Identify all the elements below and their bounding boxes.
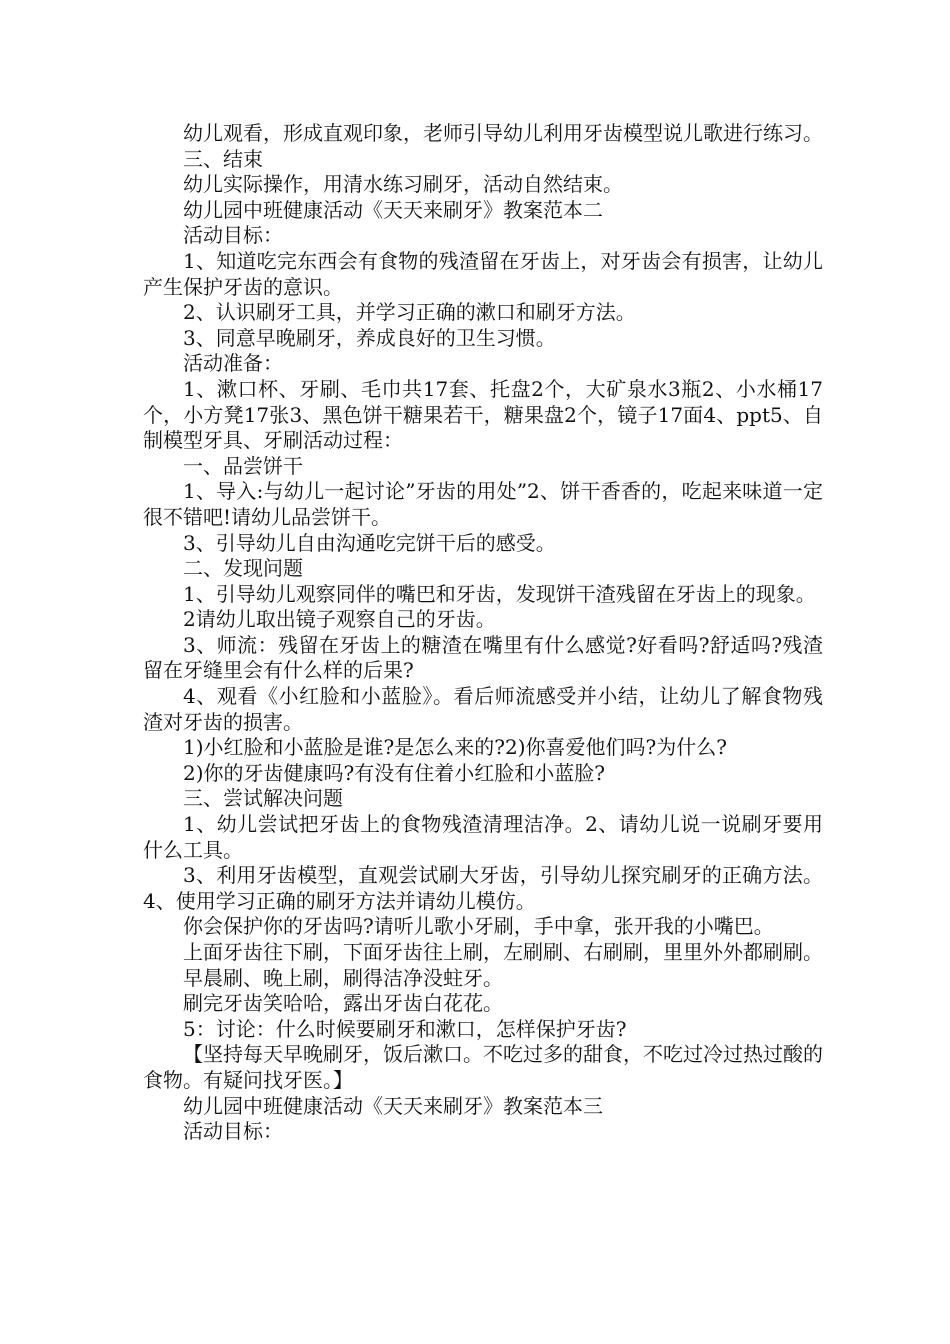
- heading-activity-goals: 活动目标：: [183, 223, 283, 248]
- step-observe-teeth: 1、引导幼儿观察同伴的嘴巴和牙齿，发现饼干渣残留在牙齿上的现象。: [183, 581, 816, 606]
- step-teacher-discussion: 3、师流：残留在牙齿上的糖渣在嘴里有什么感觉?好看吗?舒适吗?残渣留在牙缝里会有什么样的后果?: [143, 632, 823, 683]
- step-introduction: 1、导入:与幼儿一起讨论”牙齿的用处”2、饼干香香的，吃起来味道一定很不错吧!请幼儿品尝饼干。: [143, 479, 823, 529]
- section-heading-find-problem: 二、发现问题: [183, 556, 303, 581]
- paragraph-activity-practice: 幼儿观看，形成直观印象，老师引导幼儿利用牙齿模型说儿歌进行练习。: [183, 121, 823, 145]
- heading-activity-goals-3: 活动目标：: [183, 1119, 283, 1144]
- step-share-feelings: 3、引导幼儿自由沟通吃完饼干后的感受。: [183, 530, 556, 555]
- goal-item-2: 2、认识刷牙工具，并学习正确的漱口和刷牙方法。: [183, 300, 636, 325]
- song-line-3: 刷完牙齿笑哈哈，露出牙齿白花花。: [183, 991, 503, 1016]
- paragraph-end-activity: 幼儿实际操作，用清水练习刷牙，活动自然结束。: [183, 172, 623, 197]
- question-1: 1)小红脸和小蓝脸是谁?是怎么来的?2)你喜爱他们吗?为什么?: [183, 735, 727, 760]
- lesson-plan-title-3: 幼儿园中班健康活动《天天来刷牙》教案范本三: [183, 1093, 603, 1118]
- heading-activity-preparation: 活动准备：: [183, 351, 283, 376]
- section-heading-end: 三、结束: [183, 146, 263, 171]
- song-intro: 你会保护你的牙齿吗?请听儿歌小牙刷，手中拿，张开我的小嘴巴。: [183, 914, 774, 939]
- song-line-1: 上面牙齿往下刷，下面牙齿往上刷，左刷刷、右刷刷，里里外外都刷刷。: [183, 940, 823, 964]
- section-heading-taste-biscuits: 一、品尝饼干: [183, 453, 303, 478]
- step-tooth-model: 3、利用牙齿模型，直观尝试刷大牙齿，引导幼儿探究刷牙的正确方法。4、使用学习正确的刷牙方法并请幼儿模仿。: [143, 863, 823, 913]
- section-heading-solve-problem: 三、尝试解决问题: [183, 786, 343, 811]
- goal-item-1: 1、知道吃完东西会有食物的残渣留在牙齿上，对牙齿会有损害，让幼儿产生保护牙齿的意识。: [143, 248, 823, 299]
- summary-note: 【坚持每天早晚刷牙，饭后漱口。不吃过多的甜食，不吃过冷过热过酸的食物。有疑问找牙医。】: [143, 1042, 823, 1092]
- song-line-2: 早晨刷、晚上刷，刷得洁净没蛀牙。: [183, 965, 503, 990]
- step-clean-teeth: 1、幼儿尝试把牙齿上的食物残渣清理洁净。2、请幼儿说一说刷牙要用什么工具。: [143, 812, 823, 862]
- preparation-list: 1、漱口杯、牙刷、毛巾共17套、托盘2个，大矿泉水3瓶2、小水桶17个，小方凳17张3、黑色饼干糖果若干，糖果盘2个，镜子17面4、ppt5、自制模型牙具、牙刷活动过程：: [143, 376, 823, 453]
- step-mirror: 2请幼儿取出镜子观察自己的牙齿。: [183, 607, 496, 632]
- goal-item-3: 3、同意早晚刷牙，养成良好的卫生习惯。: [183, 325, 556, 350]
- question-2: 2)你的牙齿健康吗?有没有住着小红脸和小蓝脸?: [183, 760, 605, 785]
- document-body: [143, 121, 823, 1145]
- step-discussion: 5：讨论：什么时候要刷牙和漱口，怎样保护牙齿?: [183, 1016, 627, 1041]
- lesson-plan-title-2: 幼儿园中班健康活动《天天来刷牙》教案范本二: [183, 197, 603, 222]
- step-watch-video: 4、观看《小红脸和小蓝脸》。看后师流感受并小结，让幼儿了解食物残渣对牙齿的损害。: [143, 684, 823, 734]
